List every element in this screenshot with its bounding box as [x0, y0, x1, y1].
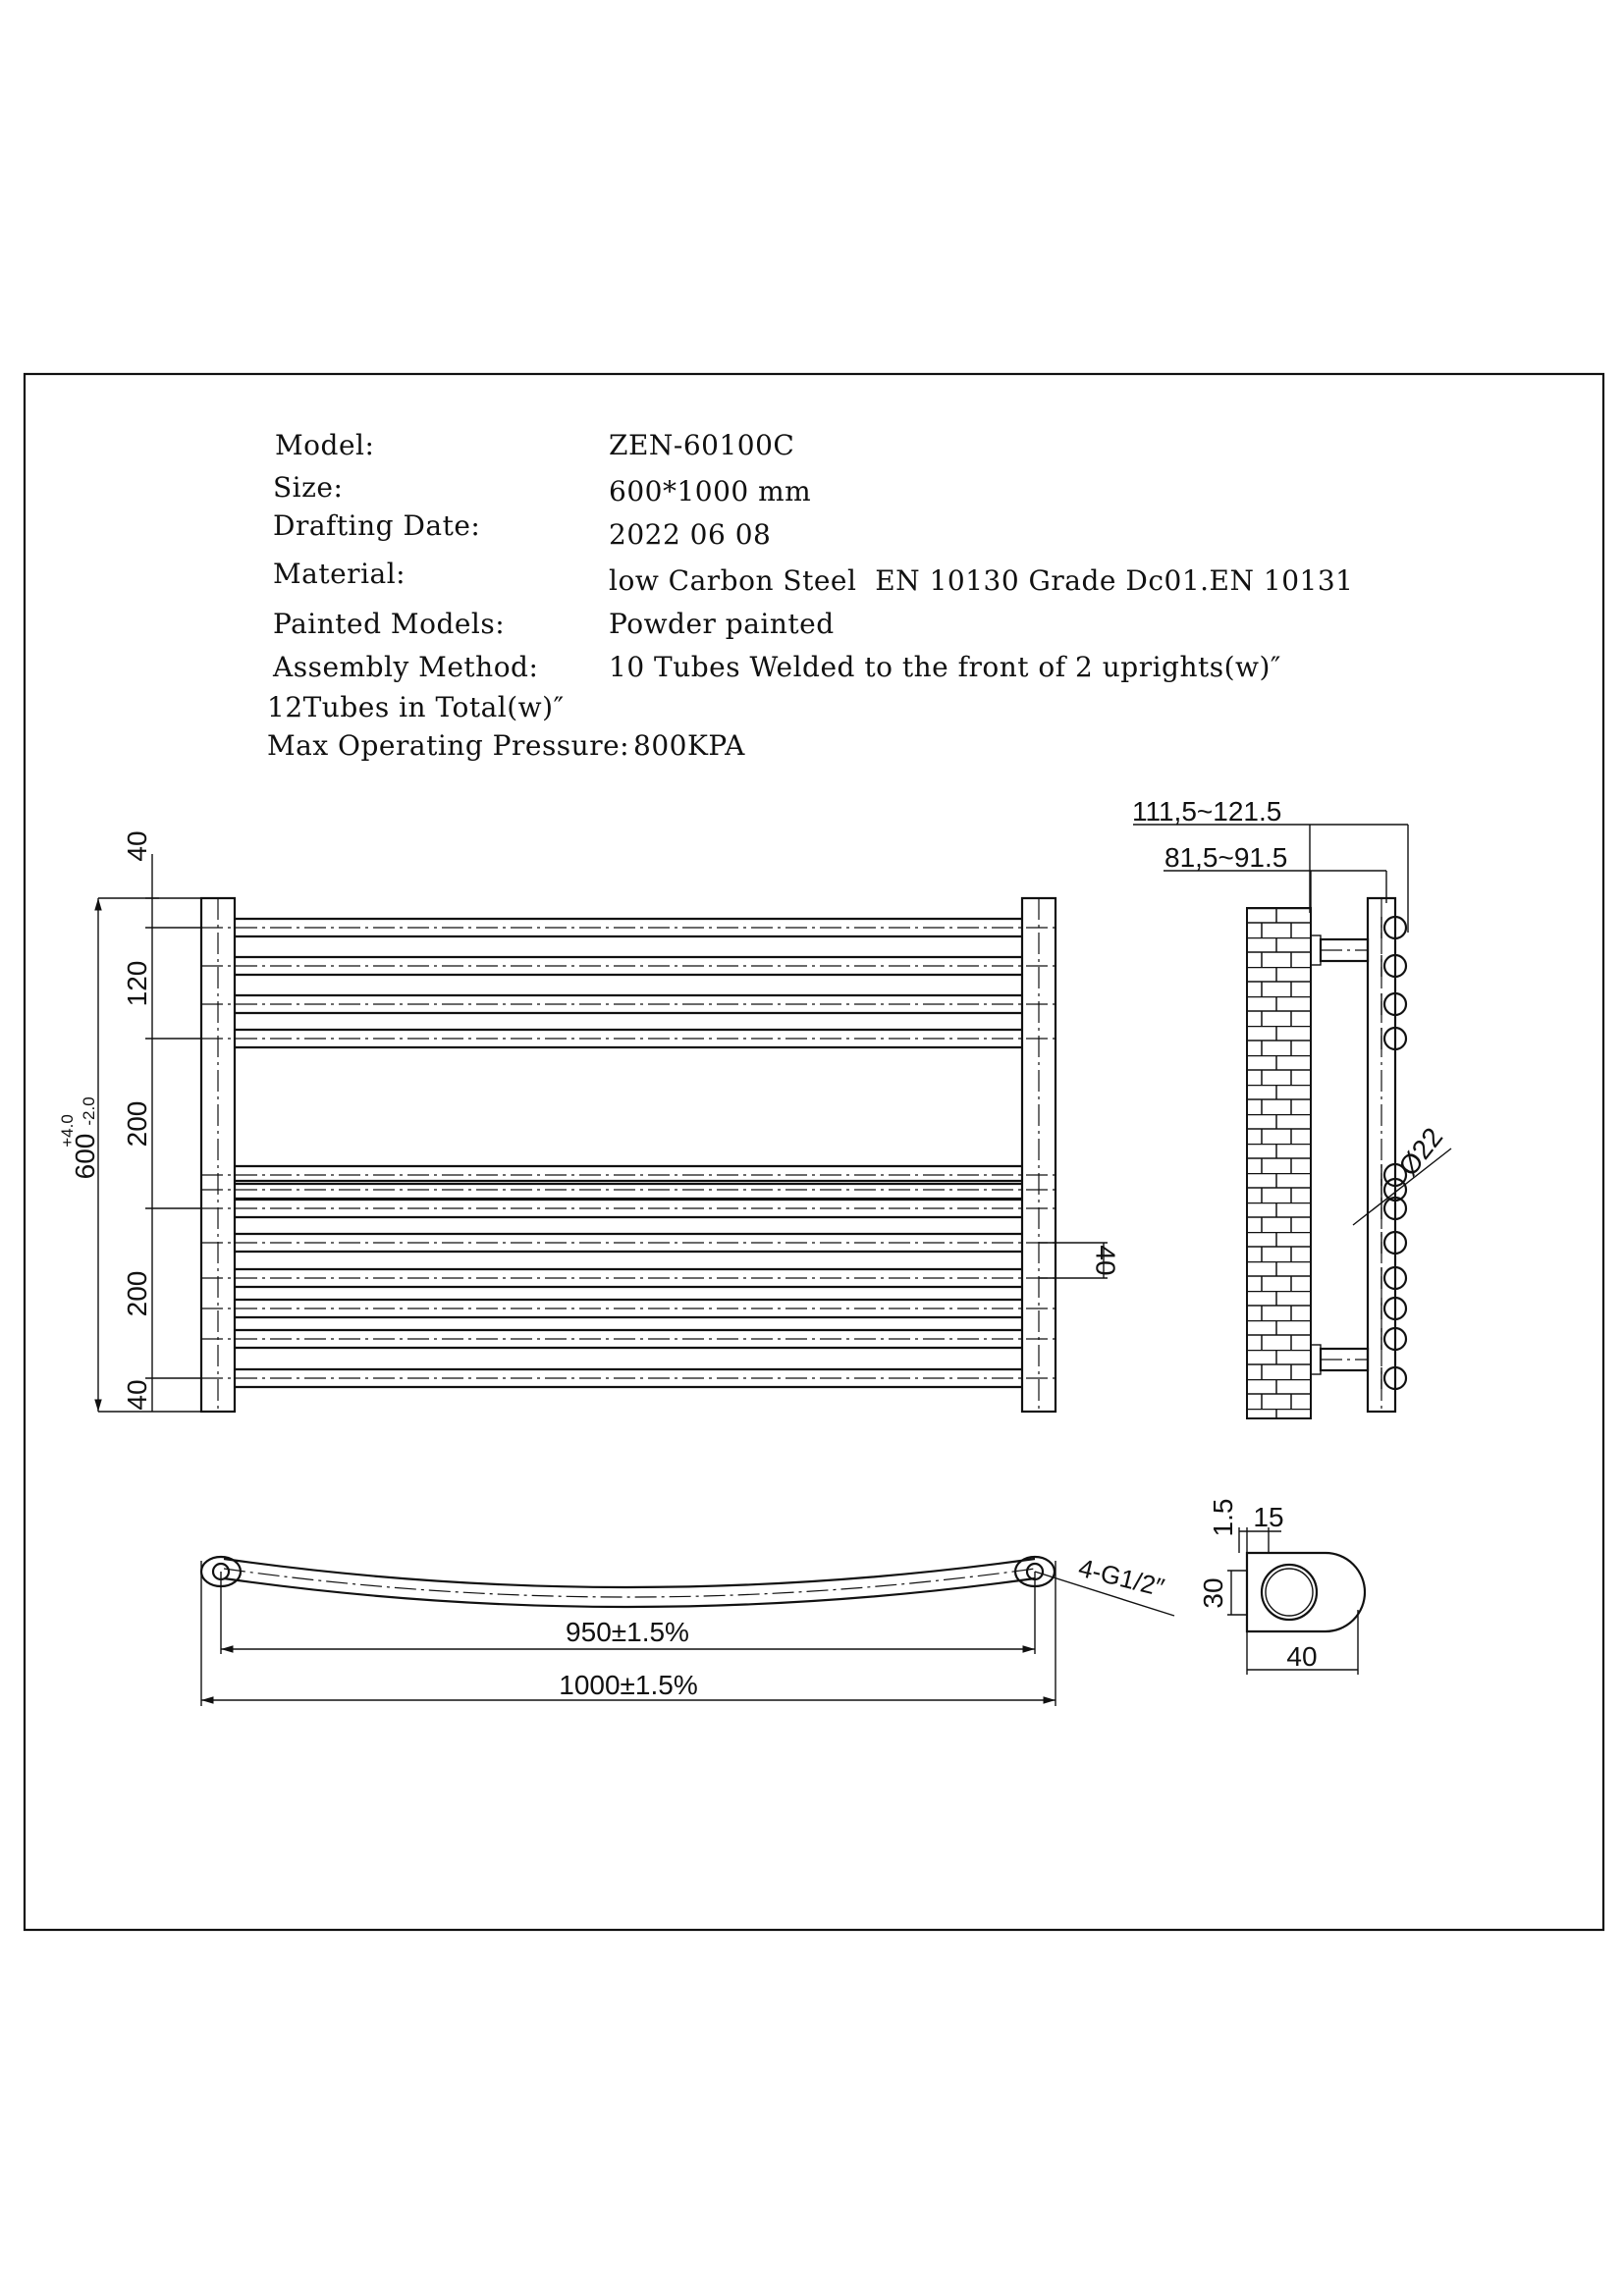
dim-overall-1000: 1000±1.5% [559, 1670, 698, 1700]
dim-outer-depth: 111,5~121.5 [1132, 796, 1282, 827]
painted-models-label: Painted Models: [273, 608, 506, 640]
dim-right-40: 40 [1090, 1245, 1121, 1276]
drafting-date-label: Drafting Date: [273, 509, 481, 542]
dim-120: 120 [122, 960, 152, 1007]
dim-inner-depth: 81,5~91.5 [1164, 842, 1288, 873]
dim-bottom-40: 40 [122, 1379, 152, 1411]
front-tube [201, 919, 1056, 936]
material-label: Material: [273, 558, 406, 590]
sheet-border [25, 374, 1603, 1930]
model-label: Model: [275, 429, 375, 461]
wall-bracket-bottom [1311, 1345, 1368, 1374]
front-tube [201, 1200, 1056, 1217]
section-tube [1262, 1565, 1317, 1620]
top-view [201, 1553, 1174, 1706]
connection-label: 4-G1/2″ [1075, 1552, 1167, 1603]
side-view [1132, 796, 1451, 1418]
dim-centers-950: 950±1.5% [566, 1617, 689, 1647]
dim-section-40: 40 [1286, 1641, 1318, 1672]
front-tube [201, 1369, 1056, 1387]
front-tube [201, 957, 1056, 975]
dim-tol-plus: +4.0 [58, 1114, 77, 1148]
dim-tol-minus: -2.0 [80, 1096, 98, 1126]
size-label: Size: [273, 471, 344, 504]
dim-section-15: 15 [1253, 1502, 1284, 1532]
wall-bracket-top [1311, 935, 1368, 965]
dim-section-30: 30 [1198, 1577, 1228, 1609]
front-tubes [201, 919, 1056, 1387]
front-tube [201, 1234, 1056, 1252]
assembly-method-value: 10 Tubes Welded to the front of 2 uprights(w)″ [609, 651, 1281, 683]
front-tube [201, 1269, 1056, 1287]
max-pressure-value: 800KPA [633, 729, 745, 762]
drafting-date-value: 2022 06 08 [609, 518, 772, 551]
front-view [58, 830, 1121, 1412]
dim-section-1-5: 1.5 [1208, 1498, 1238, 1537]
section-profile [1247, 1553, 1365, 1631]
model-value: ZEN-60100C [609, 429, 795, 461]
tubes-total-line: 12Tubes in Total(w)″ [267, 691, 565, 723]
upright-section [1198, 1499, 1365, 1675]
dim-top-40: 40 [122, 830, 152, 862]
front-tube [201, 1030, 1056, 1047]
front-tube [201, 1330, 1056, 1348]
dim-tube-diameter: Ø22 [1392, 1121, 1449, 1182]
dim-200-upper: 200 [122, 1100, 152, 1148]
material-value: low Carbon Steel EN 10130 Grade Dc01.EN 10131 [609, 564, 1354, 597]
front-tube [201, 1300, 1056, 1317]
wall-brick [1247, 908, 1311, 1418]
dim-200-lower: 200 [122, 1270, 152, 1317]
assembly-method-label: Assembly Method: [273, 651, 539, 683]
dim-height-600: 600 [70, 1133, 100, 1180]
size-value: 600*1000 mm [609, 475, 812, 507]
front-tube [201, 995, 1056, 1013]
max-pressure-label: Max Operating Pressure: [267, 729, 630, 762]
painted-models-value: Powder painted [609, 608, 835, 640]
